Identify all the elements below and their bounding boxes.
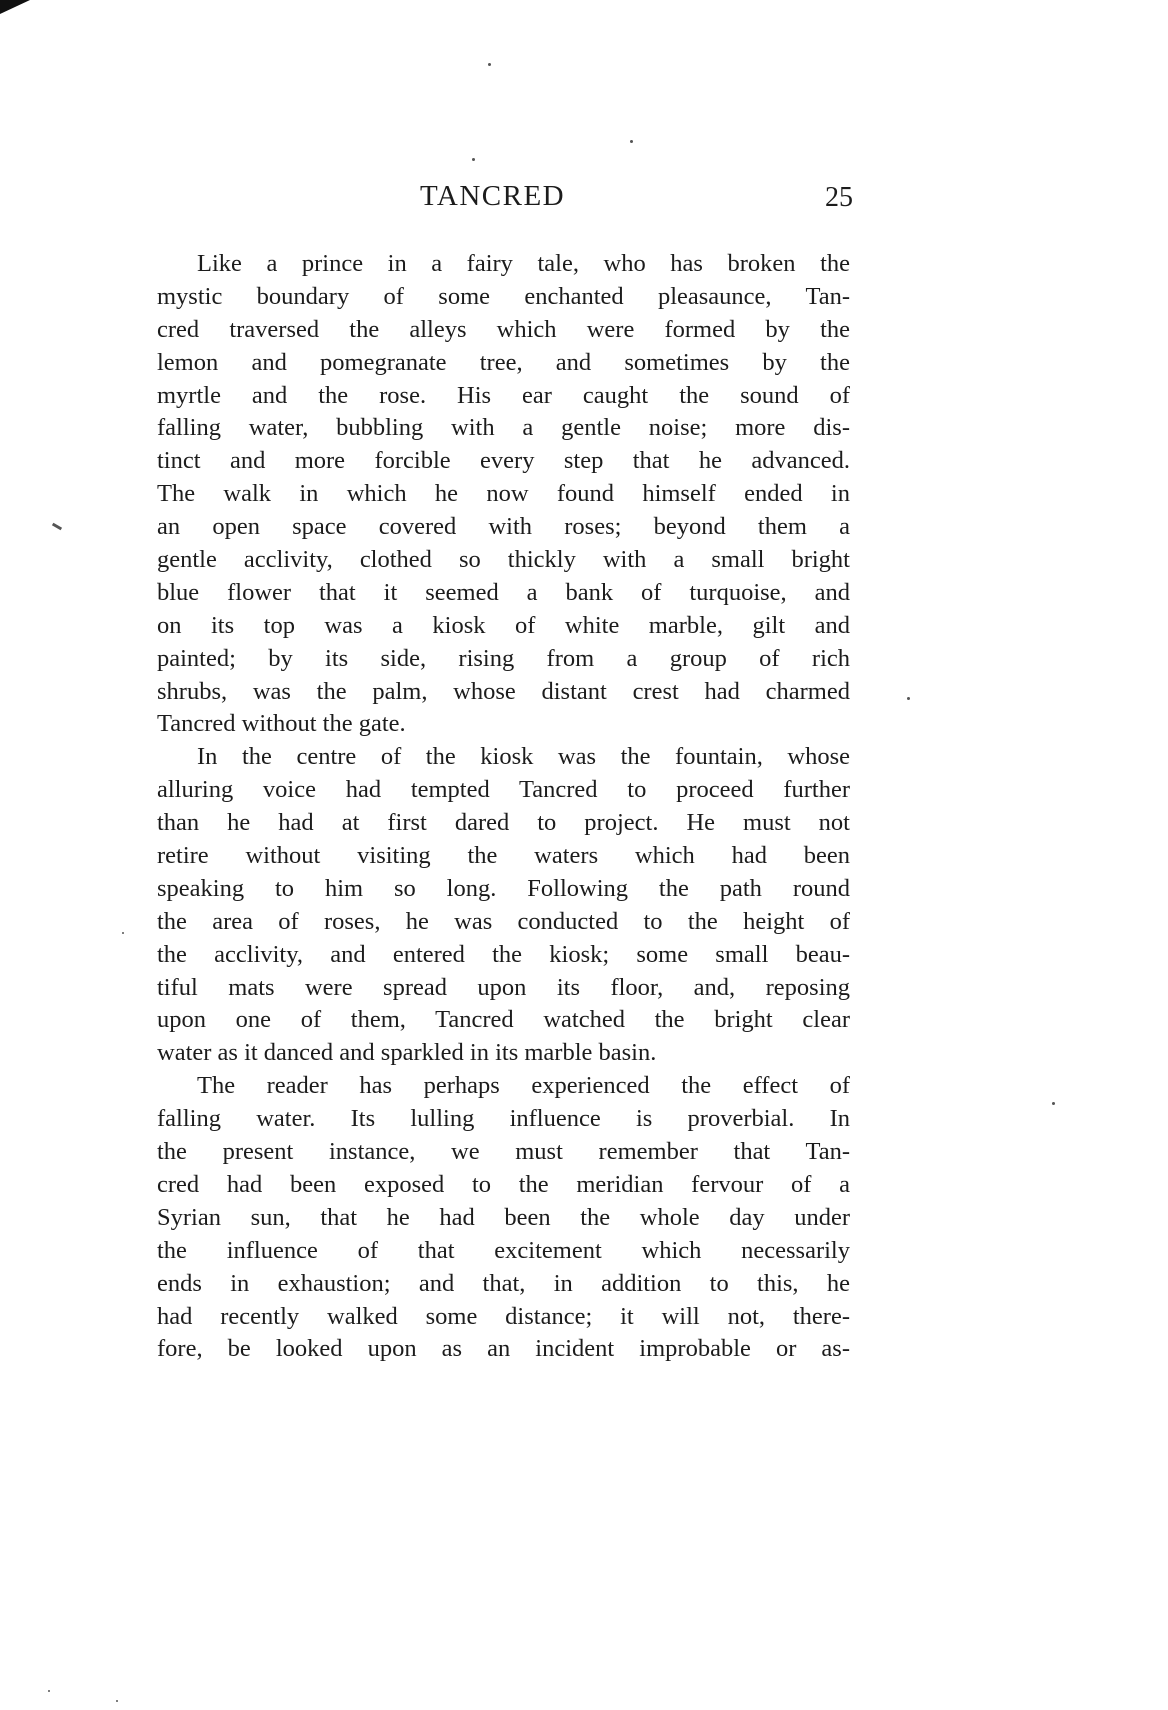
text-line: alluring voice had tempted Tancred to proceed further	[157, 776, 850, 804]
scan-speck	[472, 158, 475, 161]
text-line: gentle acclivity, clothed so thickly with a small bright	[157, 546, 850, 574]
running-title: TANCRED	[420, 180, 566, 212]
text-line: an open space covered with roses; beyond them a	[157, 513, 850, 541]
text-line: the area of roses, he was conducted to the height of	[157, 907, 850, 935]
scan-speck	[52, 523, 62, 531]
text-line: lemon and pomegranate tree, and sometimes by the	[157, 348, 850, 376]
text-line: had recently walked some distance; it will not, there-	[157, 1302, 850, 1330]
text-line: water as it danced and sparkled in its marble basin.	[157, 1039, 657, 1067]
scan-speck	[48, 1690, 50, 1692]
text-line: ends in exhaustion; and that, in addition to this, he	[157, 1269, 850, 1297]
text-line: on its top was a kiosk of white marble, gilt and	[157, 611, 850, 639]
scan-speck	[116, 1700, 118, 1702]
text-line: In the centre of the kiosk was the fountain, whose	[197, 743, 850, 771]
text-line: falling water, bubbling with a gentle noise; more dis-	[157, 414, 850, 442]
text-line: tinct and more forcible every step that he advanced.	[157, 447, 850, 475]
scan-speck	[122, 932, 124, 934]
text-line: painted; by its side, rising from a group of rich	[157, 644, 850, 672]
text-line: retire without visiting the waters which had been	[157, 842, 850, 870]
text-line: than he had at first dared to project. He must not	[157, 809, 850, 837]
scan-speck	[630, 140, 633, 143]
text-line: the acclivity, and entered the kiosk; some small beau-	[157, 940, 850, 968]
text-line: Tancred without the gate.	[157, 710, 406, 738]
text-line: cred had been exposed to the meridian fervour of a	[157, 1170, 850, 1198]
text-line: falling water. Its lulling influence is proverbial. In	[157, 1105, 850, 1133]
page-header	[0, 180, 1168, 220]
text-line: the present instance, we must remember that Tan-	[157, 1138, 850, 1166]
text-line: blue flower that it seemed a bank of turquoise, and	[157, 578, 850, 606]
scan-speck	[488, 63, 491, 66]
body-text	[157, 248, 850, 1366]
text-line: cred traversed the alleys which were formed by the	[157, 315, 850, 343]
text-line: speaking to him so long. Following the path round	[157, 874, 850, 902]
text-line: the influence of that excitement which necessarily	[157, 1236, 850, 1264]
text-line: The reader has perhaps experienced the effect of	[197, 1072, 850, 1100]
text-line: Like a prince in a fairy tale, who has broken the	[197, 250, 850, 277]
scan-speck	[907, 697, 910, 700]
text-line: shrubs, was the palm, whose distant crest had charmed	[157, 677, 850, 705]
text-line: myrtle and the rose. His ear caught the sound of	[157, 381, 850, 409]
scan-speck	[1052, 1102, 1055, 1105]
text-line: tiful mats were spread upon its floor, and, reposing	[157, 973, 850, 1001]
page-number: 25	[825, 182, 853, 213]
page-corner-mark	[0, 0, 30, 14]
text-line: Syrian sun, that he had been the whole day under	[157, 1203, 850, 1231]
text-line: The walk in which he now found himself ended in	[157, 480, 850, 508]
text-line: mystic boundary of some enchanted pleasaunce, Tan-	[157, 282, 850, 310]
text-line: upon one of them, Tancred watched the bright clear	[157, 1006, 850, 1034]
text-line: fore, be looked upon as an incident improbable or as-	[157, 1335, 850, 1363]
